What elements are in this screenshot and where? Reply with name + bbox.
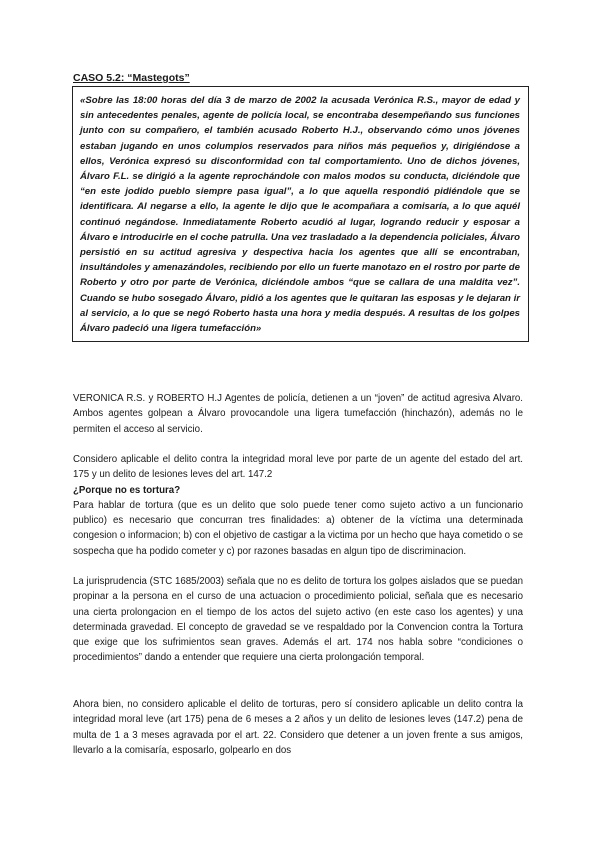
case-title: CASO 5.2: “Mastegots” <box>73 72 190 84</box>
case-statement-box <box>72 86 529 342</box>
question-heading: ¿Porque no es tortura? <box>73 484 181 496</box>
jurisprudence-paragraph <box>73 574 523 666</box>
case-statement-text: «Sobre las 18:00 horas del día 3 de marzo de 2002 la acusada Verónica R.S., mayor de edad y sin antecedentes penales, agente de policía local, se encontraba desempeñando sus funciones junto con su compañero, el también acusado Roberto H.J., observando cómo unos jóvenes estaban jugando en unos columpios reservados para niños más pequeños y, dirigiéndose a ellos, Verónica expresó su disconformidad con tal comportamiento. Uno de dichos jóvenes, Álvaro F.L. se dirigió a la agente reprochándole con malos modos su conducta, diciéndole que “en este jodido pueblo siempre pasa igual”, a lo que aquella respondió pidiéndole que se identificara. Al negarse a ello, la agente le dijo que le acompañara a comisaría, a lo que aquél continuó negándose. Inmediatamente Roberto acudió al lugar, logrando reducir y esposar a Álvaro e introducirle en el coche patrulla. Una vez trasladado a la dependencia policiales, Álvaro persistió en su actitud agresiva y despectiva hacia los agentes que allí se encontraban, insultándoles y amenazándoles, recibiendo por ello un fuerte manotazo en el rostro por parte de Roberto y otro por parte de Verónica, diciéndole ambos “que se callara de una maldita vez”. Cuando se hubo sosegado Álvaro, pidió a los agentes que le quitaran las esposas y le dejaran ir al servicio, a lo que se negó Roberto hasta una hora y media después. A resultas de los golpes Álvaro padeció una ligera tumefacción» <box>80 95 520 335</box>
applicable-offence-paragraph: Considero aplicable el delito contra la integridad moral leve por parte de un agente del estado del art. 175 y un delito de lesiones leves del art. 147.2 <box>73 454 523 481</box>
summary-paragraph <box>73 391 523 437</box>
analysis-section <box>73 452 523 559</box>
summary-text: VERONICA R.S. y ROBERTO H.J Agentes de policía, detienen a un “joven” de actitud agresiva Alvaro. Ambos agentes golpean a Álvaro provocandole una ligera tumefacción (hinchazón), además no le permiten el acceso al servicio. <box>73 393 523 435</box>
conclusion-text: Ahora bien, no considero aplicable el delito de torturas, pero sí considero aplicable un delito contra la integridad moral leve (art 175) pena de 6 meses a 2 años y un delito de lesiones leves (147.2) pena de multa de 1 a 3 meses agravada por el art. 22. Considero que detener a un joven frente a sus amigos, llevarlo a la comisaría, esposarlo, golpearlo en dos <box>73 699 523 756</box>
conclusion-paragraph <box>73 697 523 758</box>
torture-definition-paragraph: Para hablar de tortura (que es un delito que solo puede tener como sujeto activo a un funcionario publico) es necesario que concurran tres finalidades: a) obtener de la víctima una determinada congesion o informacion; b) con el objetivo de castigar a la victima por un hecho que haya cometido o se sospecha que ha podido cometer y c) por razones basadas en algun tipo de discriminacion. <box>73 499 523 557</box>
jurisprudence-text: La jurisprudencia (STC 1685/2003) señala que no es delito de tortura los golpes aislados que se puedan propinar a la persona en el curso de una actuacion o procedimiento policial, señala que es necesario una cierta prolongacion en el tiempo de los actos del sujeto activo (en este caso los agentes) y una determinada gravedad. El concepto de gravedad se ve respaldado por la Convencion contra la Tortura que exige que los sufrimientos sean graves. Además el art. 174 nos habla sobre “condiciones o procedimientos” dando a entender que requiere una cierta prolongación temporal. <box>73 576 523 664</box>
